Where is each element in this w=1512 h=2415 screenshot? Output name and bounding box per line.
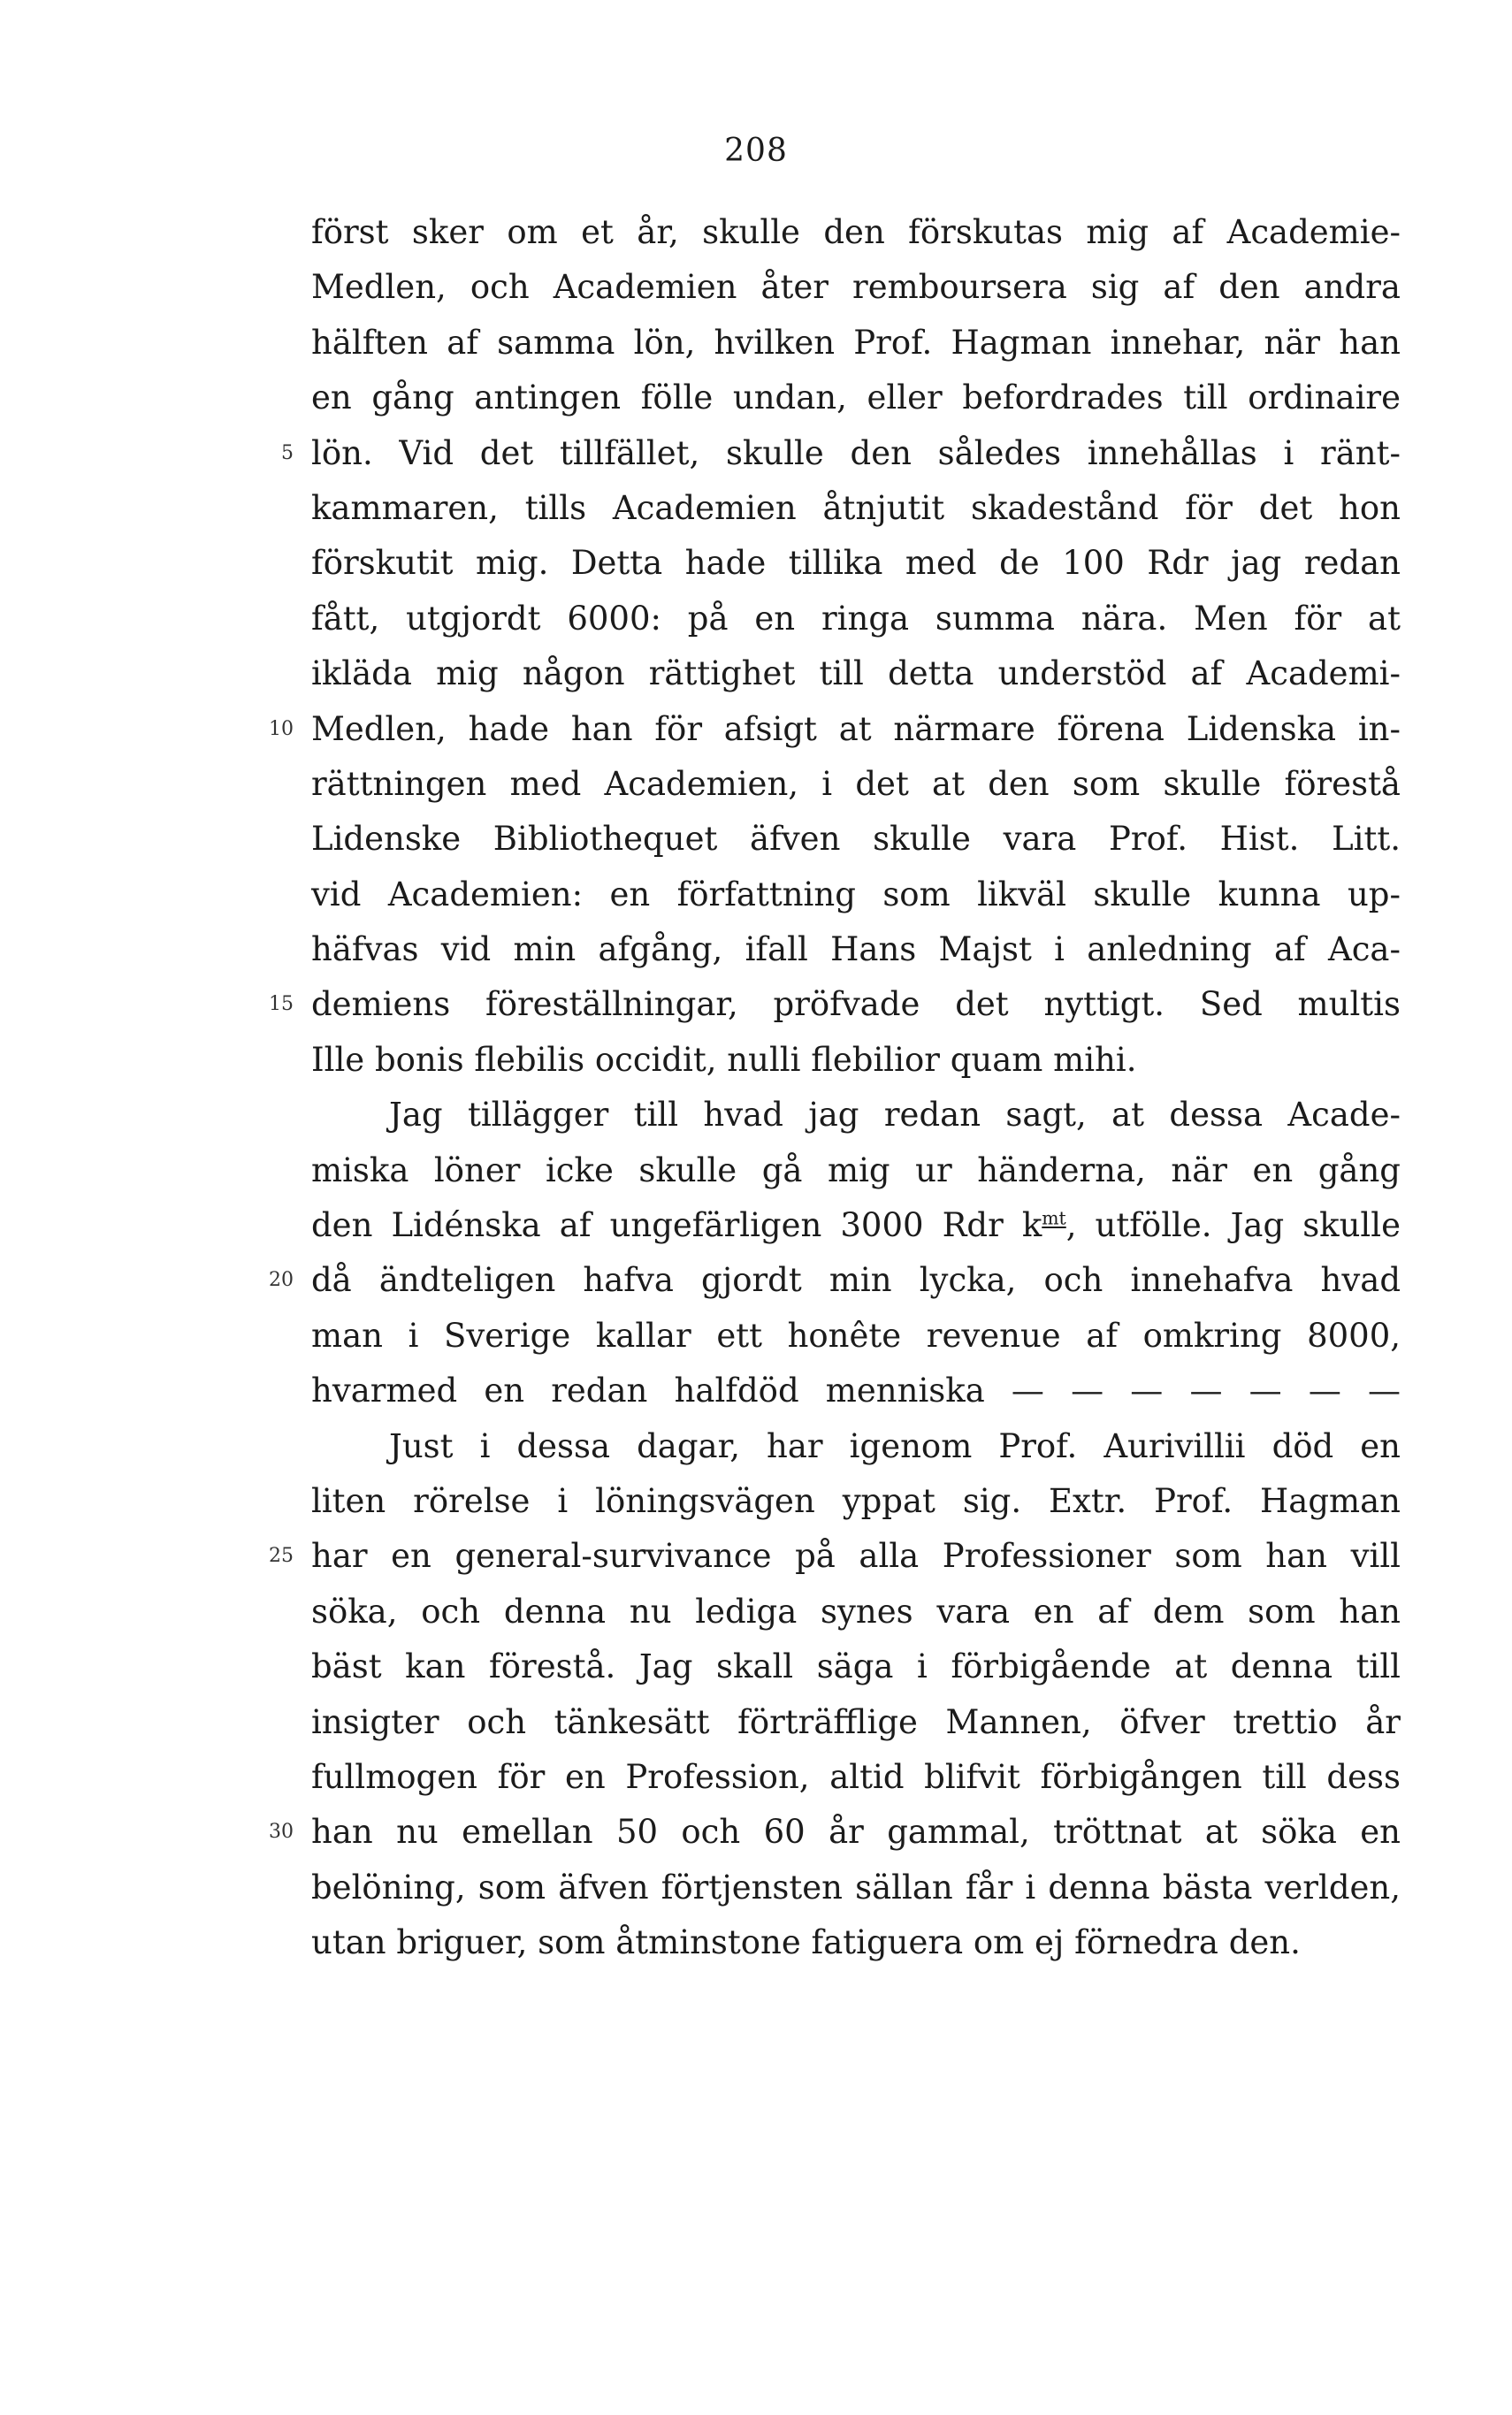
body-text	[269, 205, 1401, 1971]
line-text: Ille bonis flebilis occidit, nulli flebilior quam mihi.	[311, 1040, 1137, 1079]
line-text: en gång antingen fölle undan, eller befordrades till ordinaire	[311, 378, 1401, 417]
line-number: 30	[269, 1821, 294, 1844]
text-line	[311, 1750, 1401, 1805]
text-line	[311, 812, 1401, 867]
text-line	[311, 1364, 1401, 1418]
line-text: , utfölle. Jag skulle	[1065, 1206, 1401, 1245]
line-text: rättningen med Academien, i det at den som skulle förestå	[311, 764, 1401, 803]
line-text: Lidenske Bibliothequet äfven skulle vara Prof. Hist. Litt.	[311, 820, 1401, 859]
text-line	[311, 260, 1401, 315]
text-line	[311, 1474, 1401, 1529]
text-line	[269, 1253, 1401, 1308]
text-line	[269, 1529, 1401, 1584]
line-number: 5	[281, 441, 294, 464]
text-line	[311, 1033, 1401, 1088]
text-line	[311, 1088, 1401, 1143]
line-text: belöning, som äfven förtjensten sällan får i denna bästa verlden,	[311, 1868, 1401, 1907]
line-text: insigter och tänkesätt förträfflige Mannen, öfver trettio år	[311, 1702, 1401, 1741]
text-line	[269, 702, 1401, 757]
line-text: demiens föreställningar, pröfvade det nyttigt. Sed multis	[311, 985, 1401, 1024]
line-text: utan briguer, som åtminstone fatiguera om ej förnedra den.	[311, 1923, 1301, 1962]
line-number: 10	[269, 717, 294, 740]
text-line	[311, 316, 1401, 371]
line-text: hvarmed en redan halfdöd menniska — — — — — — —	[311, 1372, 1401, 1410]
line-text: har en general-survivance på alla Professioner som han vill	[311, 1537, 1401, 1576]
text-line	[311, 757, 1401, 812]
text-line	[311, 205, 1401, 260]
line-text: Medlen, hade han för afsigt at närmare förena Lidenska in-	[311, 709, 1401, 748]
text-line	[311, 1309, 1401, 1364]
text-line	[281, 426, 1401, 481]
text-line	[311, 646, 1401, 701]
line-text: liten rörelse i löningsvägen yppat sig. Extr. Prof. Hagman	[311, 1481, 1401, 1520]
line-text: bäst kan förestå. Jag skall säga i förbigående at denna till	[311, 1647, 1401, 1686]
text-line	[311, 536, 1401, 591]
text-line	[311, 1695, 1401, 1750]
line-text: Medlen, och Academien åter remboursera sig af den andra	[311, 268, 1401, 307]
line-text: den Lidénska af ungefärligen 3000 Rdr k	[311, 1206, 1042, 1245]
text-line	[269, 1805, 1401, 1860]
line-text: då ändteligen hafva gjordt min lycka, och innehafva hvad	[311, 1261, 1401, 1300]
text-line	[269, 977, 1401, 1032]
text-line	[311, 1143, 1401, 1198]
text-line	[311, 1915, 1401, 1970]
text-line	[311, 481, 1401, 536]
page-number: 208	[724, 133, 788, 169]
line-number: 15	[269, 993, 294, 1016]
text-line	[311, 922, 1401, 977]
line-number: 25	[269, 1545, 294, 1568]
line-text: kammaren, tills Academien åtnjutit skadestånd för det hon	[311, 488, 1401, 527]
text-line	[311, 1419, 1401, 1474]
text-line	[311, 867, 1401, 922]
superscript-abbrev: mt	[1042, 1207, 1066, 1229]
text-line	[311, 1198, 1401, 1253]
line-text: hälften af samma lön, hvilken Prof. Hagman innehar, när han	[311, 323, 1401, 362]
text-line	[311, 1861, 1401, 1915]
text-line	[311, 592, 1401, 646]
line-text: miska löner icke skulle gå mig ur händerna, när en gång	[311, 1150, 1401, 1189]
line-text: först sker om et år, skulle den förskutas mig af Academie-	[311, 213, 1401, 251]
line-text: ikläda mig någon rättighet till detta understöd af Academi-	[311, 654, 1401, 693]
line-text: man i Sverige kallar ett honête revenue af omkring 8000,	[311, 1316, 1401, 1355]
line-text: fullmogen för en Profession, altid blifvit förbigången till dess	[311, 1757, 1401, 1796]
line-text: vid Academien: en författning som likväl skulle kunna up-	[311, 875, 1401, 913]
text-line	[311, 1639, 1401, 1694]
line-text: fått, utgjordt 6000: på en ringa summa nära. Men för at	[311, 599, 1401, 638]
line-text: han nu emellan 50 och 60 år gammal, tröttnat at söka en	[311, 1813, 1401, 1852]
line-number: 20	[269, 1269, 294, 1292]
line-text: häfvas vid min afgång, ifall Hans Majst i anledning af Aca-	[311, 930, 1401, 969]
line-text: förskutit mig. Detta hade tillika med de 100 Rdr jag redan	[311, 544, 1401, 583]
line-text: söka, och denna nu lediga synes vara en af dem som han	[311, 1592, 1401, 1631]
line-text: Just i dessa dagar, har igenom Prof. Aurivillii död en	[389, 1426, 1401, 1465]
text-line	[311, 371, 1401, 425]
line-text: Jag tillägger till hvad jag redan sagt, at dessa Acade-	[389, 1096, 1401, 1135]
text-line	[311, 1585, 1401, 1639]
line-text: lön. Vid det tillfället, skulle den således innehållas i ränt-	[311, 433, 1401, 472]
